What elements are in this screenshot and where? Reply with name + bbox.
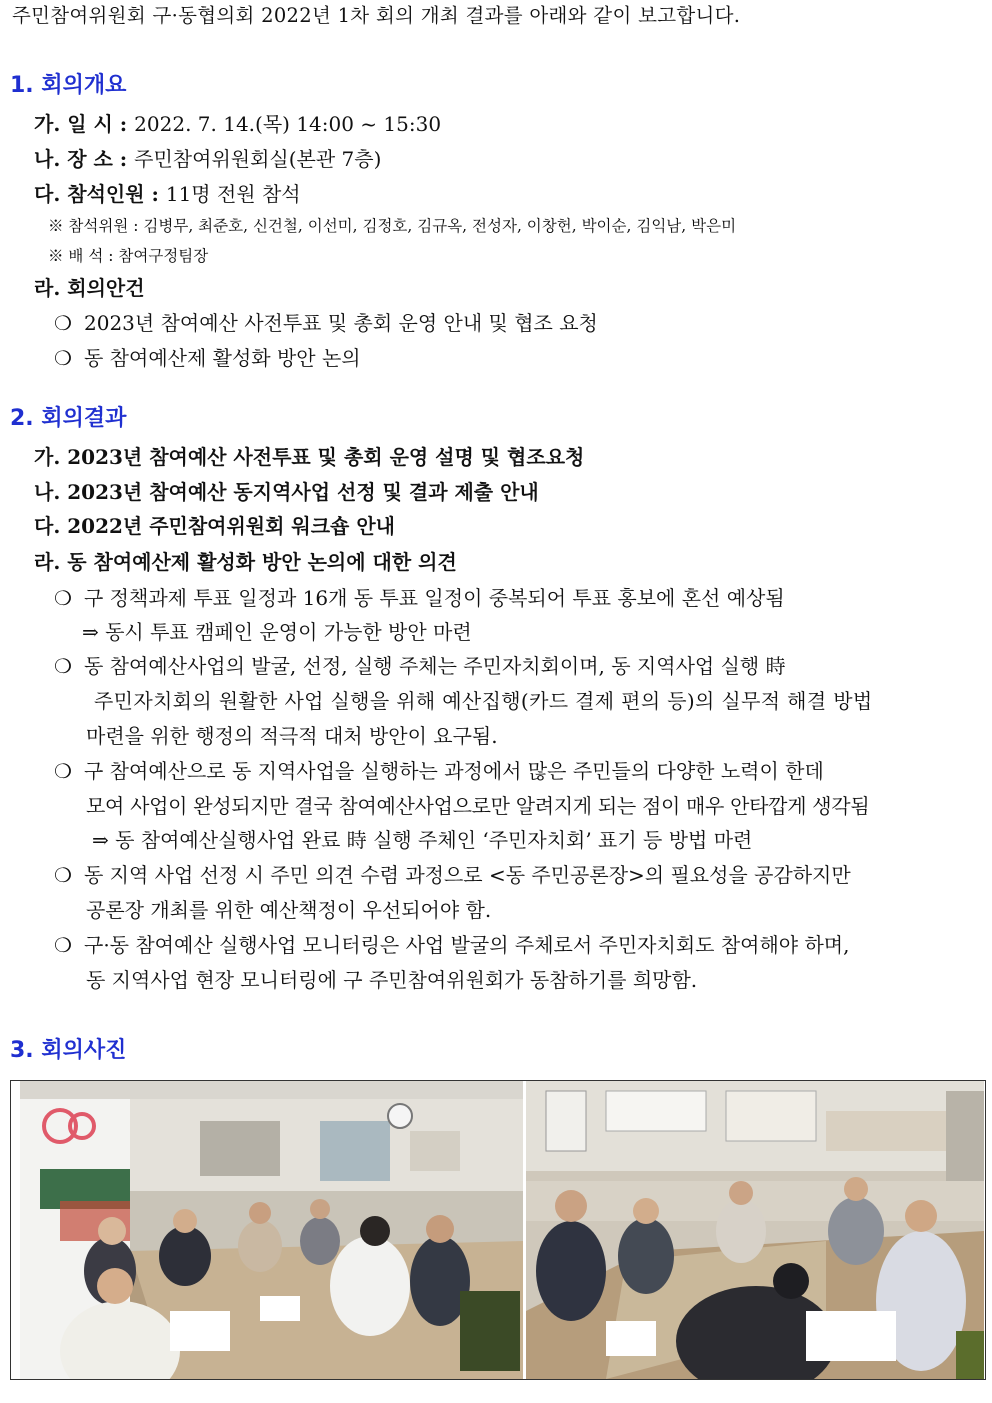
opinion-line: ⇒ 동 참여예산실행사업 완료 時 실행 주체인 ‘주민자치회’ 표기 등 방법 마련	[92, 828, 753, 852]
opinion-item: ❍ 동 참여예산사업의 발굴, 선정, 실행 주체는 주민자치회이며, 동 지역사업 실행 時	[54, 654, 786, 678]
opinion-item: ❍ 구·동 참여예산 실행사업 모니터링은 사업 발굴의 주체로서 주민자치회도 참여해야 하며,	[54, 933, 850, 957]
opinion-line: 주민자치회의 원활한 사업 실행을 위해 예산집행(카드 결제 편의 등)의 실무적 해결 방법	[94, 689, 873, 713]
note-observer: ※ 배 석 : 참여구정팀장	[48, 247, 209, 265]
attendees-value: 11명 전원 참석	[165, 182, 301, 206]
result-a: 가. 2023년 참여예산 사전투표 및 총회 운영 설명 및 협조요청	[34, 445, 585, 469]
opinion-line: 모여 사업이 완성되지만 결국 참여예산사업으로만 알려지게 되는 점이 매우 안타깝게 생각됨	[86, 794, 870, 818]
place-value: 주민참여위원회실(본관 7층)	[134, 147, 382, 171]
attendees-label: 다. 참석인원 :	[34, 182, 159, 206]
section-heading-results: 2. 회의결과	[10, 406, 127, 431]
bullet-circle-icon: ❍	[54, 863, 72, 887]
opinion-item: ❍ 구 참여예산으로 동 지역사업을 실행하는 과정에서 많은 주민들의 다양한 노력이 한데	[54, 759, 824, 783]
result-c: 다. 2022년 주민참여위원회 워크숍 안내	[34, 514, 395, 538]
result-b: 나. 2023년 참여예산 동지역사업 선정 및 결과 제출 안내	[34, 480, 539, 504]
agenda-item: ❍ 동 참여예산제 활성화 방안 논의	[54, 346, 361, 370]
opinion-line: 마련을 위한 행정의 적극적 대처 방안이 요구됨.	[86, 724, 498, 748]
agenda-item: ❍ 2023년 참여예산 사전투표 및 총회 운영 안내 및 협조 요청	[54, 311, 598, 335]
opinion-line: 공론장 개최를 위한 예산책정이 우선되어야 함.	[86, 898, 492, 922]
opinion-line: ⇒ 동시 투표 캠페인 운영이 가능한 방안 마련	[82, 620, 472, 644]
agenda-label: 라. 회의안건	[34, 276, 145, 300]
bullet-circle-icon: ❍	[54, 933, 72, 957]
bullet-circle-icon: ❍	[54, 654, 72, 678]
section-heading-overview: 1. 회의개요	[10, 73, 127, 98]
overview-place	[34, 145, 381, 173]
opinion-line: 동 지역사업 현장 모니터링에 구 주민참여위원회가 동참하기를 희망함.	[86, 968, 698, 992]
opinion-item: ❍ 동 지역 사업 선정 시 주민 의견 수렴 과정으로 <동 주민공론장>의 필요성을 공감하지만	[54, 863, 851, 887]
overview-date	[34, 110, 441, 138]
photo-frame	[10, 1080, 986, 1380]
section-heading-photos: 3. 회의사진	[10, 1038, 127, 1063]
bullet-circle-icon: ❍	[54, 586, 72, 610]
intro-text: 주민참여위원회 구·동협의회 2022년 1차 회의 개최 결과를 아래와 같이 보고합니다.	[12, 4, 741, 27]
meeting-photo-1	[20, 1081, 523, 1379]
meeting-photo-2	[526, 1081, 984, 1379]
place-label: 나. 장 소 :	[34, 147, 128, 171]
bullet-circle-icon: ❍	[54, 346, 72, 370]
bullet-circle-icon: ❍	[54, 759, 72, 783]
overview-attendees	[34, 180, 301, 208]
note-members: ※ 참석위원 : 김병무, 최준호, 신건철, 이선미, 김정호, 김규옥, 전성자, 이창헌, 박이순, 김익남, 박은미	[48, 217, 737, 235]
opinion-item: ❍ 구 정책과제 투표 일정과 16개 동 투표 일정이 중복되어 투표 홍보에 혼선 예상됨	[54, 586, 785, 610]
date-label: 가. 일 시 :	[34, 112, 128, 136]
result-d: 라. 동 참여예산제 활성화 방안 논의에 대한 의견	[34, 550, 457, 574]
bullet-circle-icon: ❍	[54, 311, 72, 335]
date-value: 2022. 7. 14.(목) 14:00 ~ 15:30	[134, 112, 442, 136]
